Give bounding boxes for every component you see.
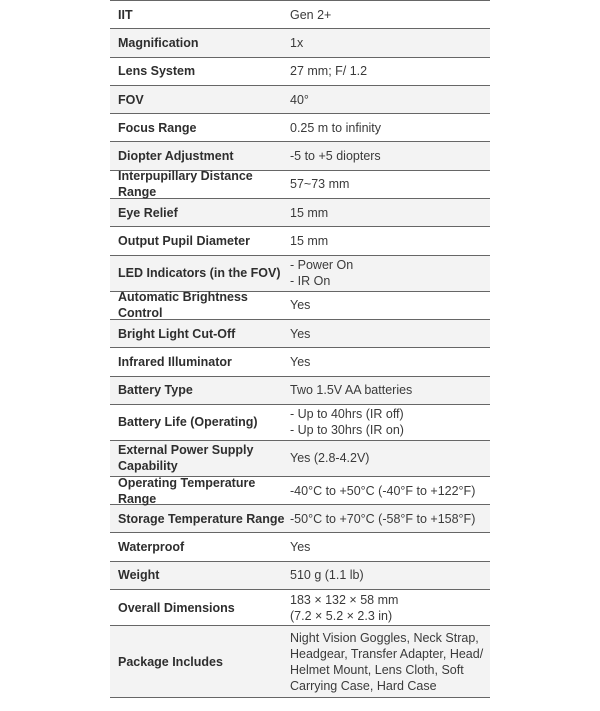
spec-label: Operating Temperature Range bbox=[118, 475, 256, 506]
spec-label: Storage Temperature Range bbox=[118, 511, 285, 526]
spec-value bbox=[288, 567, 490, 583]
spec-value-line: Yes (2.8-4.2V) bbox=[290, 451, 370, 466]
spec-value bbox=[288, 120, 490, 136]
spec-value-line: 15 mm bbox=[290, 234, 329, 249]
spec-value-line: - Up to 40hrs (IR off) bbox=[290, 407, 404, 422]
spec-value bbox=[288, 92, 490, 108]
spec-row-package-includes bbox=[110, 626, 490, 698]
spec-value bbox=[288, 406, 490, 438]
spec-label: Focus Range bbox=[118, 120, 197, 135]
spec-label: Lens System bbox=[118, 64, 196, 79]
spec-label: Diopter Adjustment bbox=[118, 149, 234, 164]
spec-value-line: (7.2 × 5.2 × 2.3 in) bbox=[290, 608, 393, 623]
spec-row-waterproof bbox=[110, 533, 490, 561]
spec-value-line: - Power On bbox=[290, 258, 354, 273]
spec-row-focus-range bbox=[110, 114, 490, 142]
spec-value bbox=[288, 483, 490, 499]
spec-row-iit bbox=[110, 1, 490, 29]
spec-value-line: Helmet Mount, Lens Cloth, Soft bbox=[290, 662, 464, 677]
spec-label: Interpupillary Distance Range bbox=[118, 169, 253, 200]
spec-label: Automatic Brightness Control bbox=[118, 290, 248, 321]
spec-value-line: 57~73 mm bbox=[290, 177, 350, 192]
spec-value bbox=[288, 35, 490, 51]
spec-row-weight bbox=[110, 562, 490, 590]
spec-value bbox=[288, 148, 490, 164]
spec-value bbox=[288, 7, 490, 23]
spec-row-output-pupil-diameter bbox=[110, 227, 490, 255]
spec-value bbox=[288, 592, 490, 624]
spec-label: Magnification bbox=[118, 35, 199, 50]
spec-row-fov bbox=[110, 86, 490, 114]
spec-value-line: Two 1.5V AA batteries bbox=[290, 383, 413, 398]
spec-value bbox=[288, 205, 490, 221]
spec-row-storage-temperature bbox=[110, 505, 490, 533]
spec-value-line: Yes bbox=[290, 326, 311, 341]
spec-value-line: Gen 2+ bbox=[290, 7, 332, 22]
spec-table bbox=[110, 0, 490, 698]
spec-value-line: Yes bbox=[290, 540, 311, 555]
spec-value bbox=[288, 326, 490, 342]
spec-label: Overall Dimensions bbox=[118, 600, 235, 615]
spec-row-lens-system bbox=[110, 58, 490, 86]
spec-value bbox=[288, 63, 490, 79]
spec-row-bright-light-cutoff bbox=[110, 320, 490, 348]
spec-value-line: Yes bbox=[290, 298, 311, 313]
spec-row-automatic-brightness-control bbox=[110, 292, 490, 320]
spec-value-line: 1x bbox=[290, 35, 304, 50]
spec-value bbox=[288, 511, 490, 527]
spec-value-line: - IR On bbox=[290, 274, 331, 289]
spec-value-line: 0.25 m to infinity bbox=[290, 120, 382, 135]
spec-value-line: -40°C to +50°C (-40°F to +122°F) bbox=[290, 483, 476, 498]
spec-row-led-indicators bbox=[110, 256, 490, 292]
spec-value-line: Carrying Case, Hard Case bbox=[290, 678, 437, 693]
spec-label: Battery Life (Operating) bbox=[118, 415, 258, 430]
spec-value bbox=[288, 354, 490, 370]
spec-value-line: 40° bbox=[290, 92, 309, 107]
spec-value-line: 510 g (1.1 lb) bbox=[290, 568, 364, 583]
spec-value bbox=[288, 630, 490, 694]
spec-value-line: -50°C to +70°C (-58°F to +158°F) bbox=[290, 511, 476, 526]
spec-value-line: 15 mm bbox=[290, 205, 329, 220]
spec-value bbox=[288, 233, 490, 249]
spec-label: LED Indicators (in the FOV) bbox=[118, 266, 281, 281]
spec-row-overall-dimensions bbox=[110, 590, 490, 626]
spec-row-battery-type bbox=[110, 377, 490, 405]
spec-value bbox=[288, 539, 490, 555]
spec-row-interpupillary-distance bbox=[110, 171, 490, 199]
spec-label: Weight bbox=[118, 568, 160, 583]
spec-label: FOV bbox=[118, 92, 144, 107]
spec-label: Output Pupil Diameter bbox=[118, 234, 250, 249]
spec-value-line: Yes bbox=[290, 354, 311, 369]
spec-row-battery-life bbox=[110, 405, 490, 441]
spec-label: External Power Supply Capability bbox=[118, 443, 254, 474]
spec-label: Eye Relief bbox=[118, 205, 178, 220]
spec-row-external-power-supply bbox=[110, 441, 490, 477]
spec-value-line: -5 to +5 diopters bbox=[290, 149, 381, 164]
spec-label: Waterproof bbox=[118, 540, 185, 555]
spec-value bbox=[288, 450, 490, 466]
spec-row-eye-relief bbox=[110, 199, 490, 227]
spec-value-line: Night Vision Goggles, Neck Strap, bbox=[290, 630, 479, 645]
spec-value bbox=[288, 176, 490, 192]
spec-label: Bright Light Cut-Off bbox=[118, 326, 236, 341]
spec-label: IIT bbox=[118, 7, 133, 22]
spec-value bbox=[288, 297, 490, 313]
spec-label: Infrared Illuminator bbox=[118, 354, 232, 369]
spec-value bbox=[288, 382, 490, 398]
spec-value-line: 27 mm; F/ 1.2 bbox=[290, 64, 368, 79]
spec-value-line: - Up to 30hrs (IR on) bbox=[290, 423, 404, 438]
spec-row-magnification bbox=[110, 29, 490, 57]
spec-row-infrared-illuminator bbox=[110, 348, 490, 376]
spec-label: Battery Type bbox=[118, 383, 193, 398]
spec-row-operating-temperature bbox=[110, 477, 490, 505]
spec-label: Package Includes bbox=[118, 654, 223, 669]
spec-value bbox=[288, 257, 490, 289]
spec-value-line: Headgear, Transfer Adapter, Head/ bbox=[290, 646, 484, 661]
spec-value-line: 183 × 132 × 58 mm bbox=[290, 592, 399, 607]
spec-row-diopter-adjustment bbox=[110, 142, 490, 170]
